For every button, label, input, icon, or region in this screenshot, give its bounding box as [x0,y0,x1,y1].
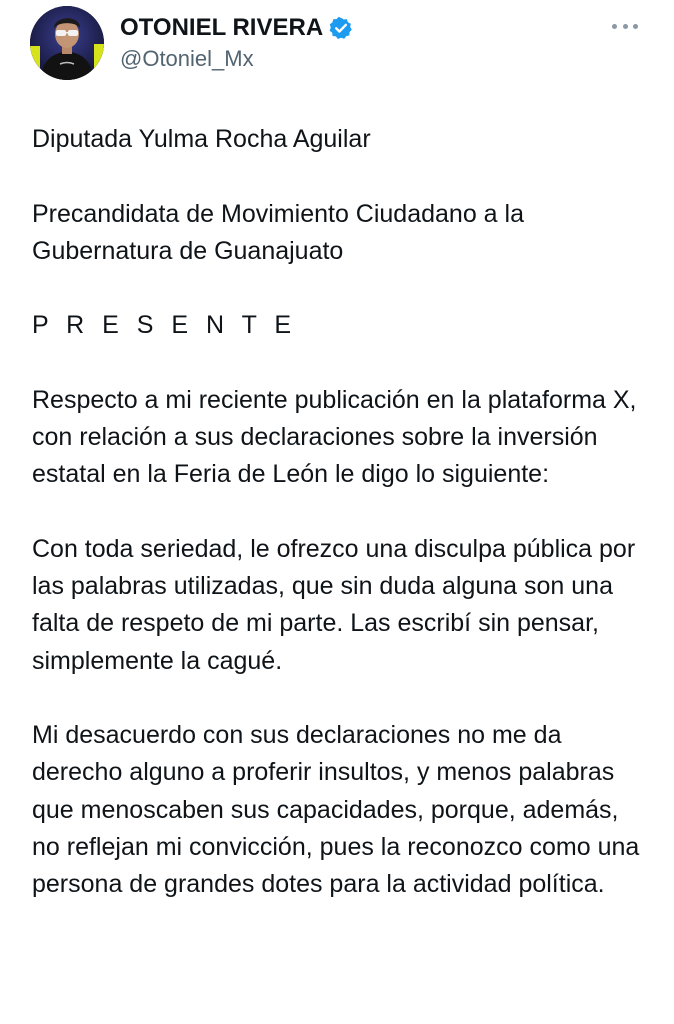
tweet-paragraph: Precandidata de Movimiento Ciudadano a la Gubernatura de Guanajuato [32,199,524,265]
tweet-paragraph: Mi desacuerdo con sus declaraciones no me da derecho alguno a proferir insultos, y menos palabras que menoscaben sus capacidades, porque, además, no reflejan mi convicción, pues la reconozco como una persona de grandes dotes para la actividad política. [32,721,640,898]
verified-badge-icon [329,16,353,40]
tweet-paragraph: Con toda seriedad, le ofrezco una disculpa pública por las palabras utilizadas, que sin duda alguna son una falta de respeto de mi parte. Las escribí sin pensar, simplemente la cagué. [32,534,636,675]
author-handle[interactable]: @Otoniel_Mx [120,46,254,71]
avatar[interactable] [30,6,104,80]
dot [633,24,638,29]
tweet-paragraph: P R E S E N T E [32,311,297,340]
more-options-icon[interactable] [612,20,638,32]
tweet-header [0,0,674,90]
dot [623,24,628,29]
name-row [120,12,353,44]
tweet-text [32,121,652,903]
tweet-paragraph: Respecto a mi reciente publicación en la plataforma X, con relación a sus declaraciones sobre la inversión estatal en la Feria de León le digo lo siguiente: [32,385,637,489]
avatar-image [30,6,104,80]
author-display-name[interactable]: OTONIEL RIVERA [120,14,324,41]
dot [612,24,617,29]
tweet-paragraph: Diputada Yulma Rocha Aguilar [32,125,371,153]
